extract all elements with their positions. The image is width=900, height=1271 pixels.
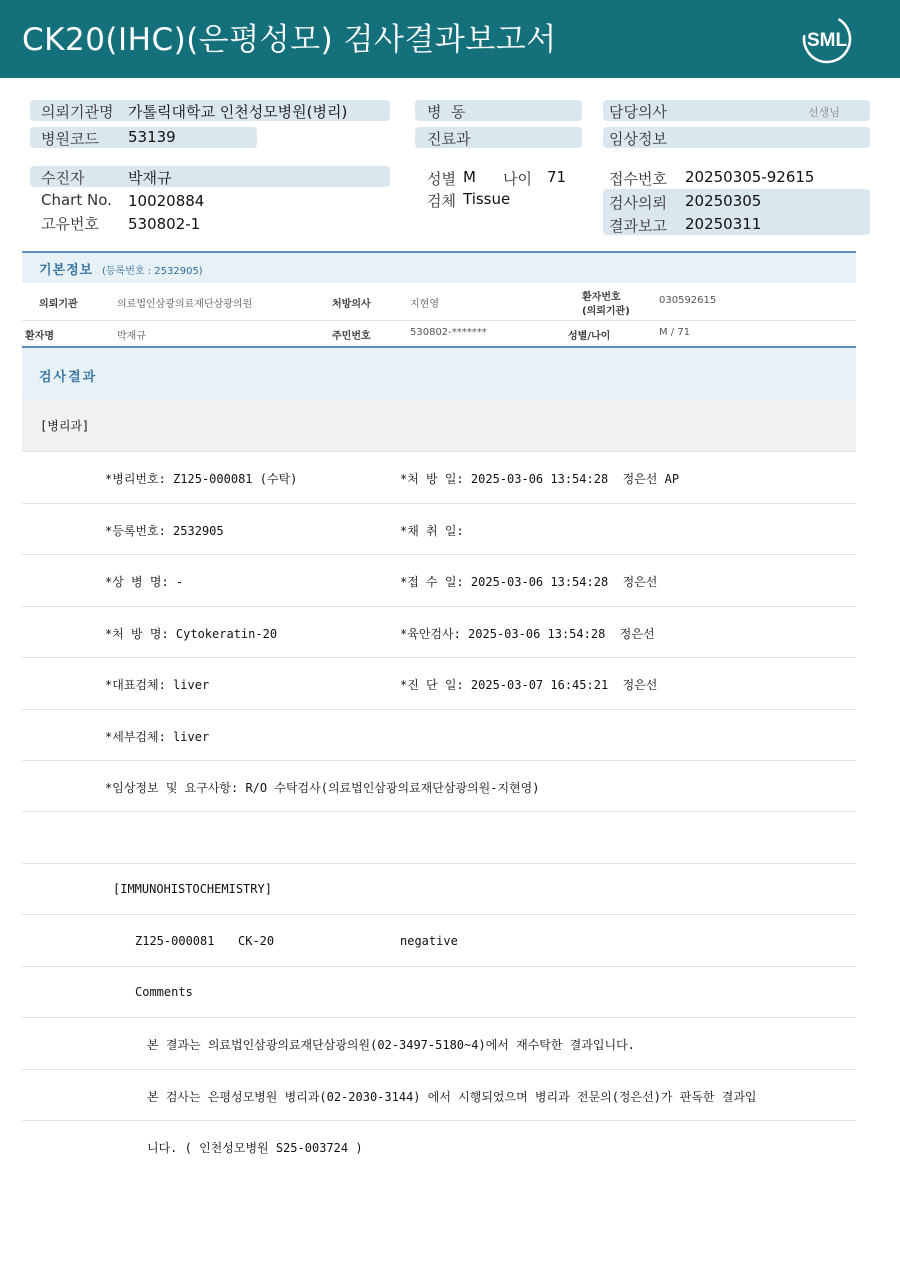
basic-info-title: 기본정보 — [39, 263, 94, 278]
basic-info-row-2 — [22, 321, 856, 348]
row-divider — [22, 1120, 856, 1121]
basic-info-reg: (등록번호 : 2532905) — [102, 266, 203, 277]
presc-value: 지현영 — [410, 299, 439, 310]
comment-2b: 니다. ( 인천성모병원 S25-003724 ) — [147, 1141, 363, 1155]
basic-info-header — [22, 251, 856, 283]
doctor-suffix: 선생님 — [808, 106, 840, 119]
hospital-code-label: 병원코드 — [41, 130, 99, 148]
dept-label: [병리과] — [40, 419, 90, 433]
rrn-label: 주민번호 — [332, 331, 371, 342]
result-line-right: *처 방 일: 2025-03-06 13:54:28 정은선 AP — [400, 472, 680, 486]
ihc-case: Z125-000081 — [135, 934, 215, 948]
svg-text:SML: SML — [806, 30, 848, 51]
unique-value: 530802-1 — [128, 215, 201, 233]
basic-info-row-1 — [22, 282, 856, 321]
row-divider — [22, 709, 856, 710]
result-line-left: *세부검체: liver — [105, 730, 210, 744]
doctor-label: 담당의사 — [609, 103, 667, 121]
name-value: 박재규 — [117, 331, 146, 342]
pid-value: 030592615 — [659, 295, 717, 306]
result-line-right: *진 단 일: 2025-03-07 16:45:21 정은선 — [400, 678, 658, 692]
results-title: 검사결과 — [39, 370, 98, 385]
report-label: 결과보고 — [609, 217, 667, 235]
request-value: 20250305 — [685, 192, 762, 210]
receipt-label: 접수번호 — [609, 170, 667, 188]
comment-2a: 본 검사는 은평성모병원 병리과(02-2030-3144) 에서 시행되었으며 병리과 전문의(정은선)가 판독한 결과입 — [147, 1090, 757, 1104]
sex-label: 성별 — [427, 170, 456, 188]
hospital-code-value: 53139 — [128, 128, 176, 146]
clinical-label: 임상정보 — [609, 130, 667, 148]
result-line-left: *처 방 명: Cytokeratin-20 — [105, 627, 278, 641]
request-label: 검사의뢰 — [609, 194, 667, 212]
receipt-value: 20250305-92615 — [685, 168, 815, 186]
dept-label: 진료과 — [427, 130, 471, 148]
row-divider — [22, 657, 856, 658]
sex-value: M — [463, 168, 476, 186]
unique-label: 고유번호 — [41, 215, 99, 233]
row-divider — [22, 1069, 856, 1070]
result-line-left: *대표검체: liver — [105, 678, 210, 692]
specimen-value: Tissue — [463, 190, 511, 208]
ward-label: 병 동 — [427, 103, 466, 121]
report-header — [0, 0, 900, 78]
result-line-left: *등록번호: 2532905 — [105, 524, 224, 538]
row-divider — [22, 966, 856, 967]
result-line-left: *상 병 명: - — [105, 575, 184, 589]
patient-label: 수진자 — [41, 169, 85, 187]
result-line-right: *접 수 일: 2025-03-06 13:54:28 정은선 — [400, 575, 658, 589]
inst-value: 의료법인삼광의료재단삼광의원 — [117, 299, 253, 310]
row-divider — [22, 863, 856, 864]
institution-label: 의뢰기관명 — [41, 103, 114, 121]
report-value: 20250311 — [685, 215, 762, 233]
comments-label: Comments — [135, 985, 193, 999]
patient-value: 박재규 — [128, 169, 172, 187]
result-line-left: *병리번호: Z125-000081 (수탁) — [105, 472, 298, 486]
row-divider — [22, 606, 856, 607]
chart-value: 10020884 — [128, 192, 205, 210]
result-line-right: *육안검사: 2025-03-06 13:54:28 정은선 — [400, 627, 655, 641]
pid-label-2: (의뢰기관) — [582, 306, 630, 317]
dept-band — [22, 399, 856, 452]
specimen-label: 검체 — [427, 192, 456, 210]
row-divider — [22, 914, 856, 915]
ihc-marker: CK-20 — [238, 934, 275, 948]
result-line-left: *임상정보 및 요구사항: R/O 수탁검사(의료법인삼광의료재단삼광의원-지현영) — [105, 781, 540, 795]
age-label: 나이 — [503, 170, 532, 188]
rrn-value: 530802-******* — [410, 327, 487, 338]
row-divider — [22, 1017, 856, 1018]
row-divider — [22, 811, 856, 812]
name-label: 환자명 — [25, 331, 54, 342]
age-value: 71 — [547, 168, 567, 186]
pid-label-1: 환자번호 — [582, 292, 621, 303]
chart-label: Chart No. — [41, 191, 112, 209]
institution-value: 가톨릭대학교 인천성모병원(병리) — [128, 103, 348, 121]
row-divider — [22, 503, 856, 504]
inst-label: 의뢰기관 — [39, 299, 78, 310]
presc-label: 처방의사 — [332, 299, 371, 310]
row-divider — [22, 554, 856, 555]
result-line-right: *채 취 일: — [400, 524, 464, 538]
report-title: CK20(IHC)(은평성모) 검사결과보고서 — [22, 22, 557, 58]
sexage-label: 성별/나이 — [568, 331, 611, 342]
ihc-header: [IMMUNOHISTOCHEMISTRY] — [113, 882, 272, 896]
results-header — [22, 348, 856, 399]
comment-1: 본 결과는 의료법인삼광의료재단삼광의원(02-3497-5180~4)에서 재수탁한 결과입니다. — [147, 1038, 635, 1052]
sexage-value: M / 71 — [659, 327, 691, 338]
ihc-result: negative — [400, 934, 458, 948]
row-divider — [22, 760, 856, 761]
sml-logo-icon — [800, 12, 854, 66]
